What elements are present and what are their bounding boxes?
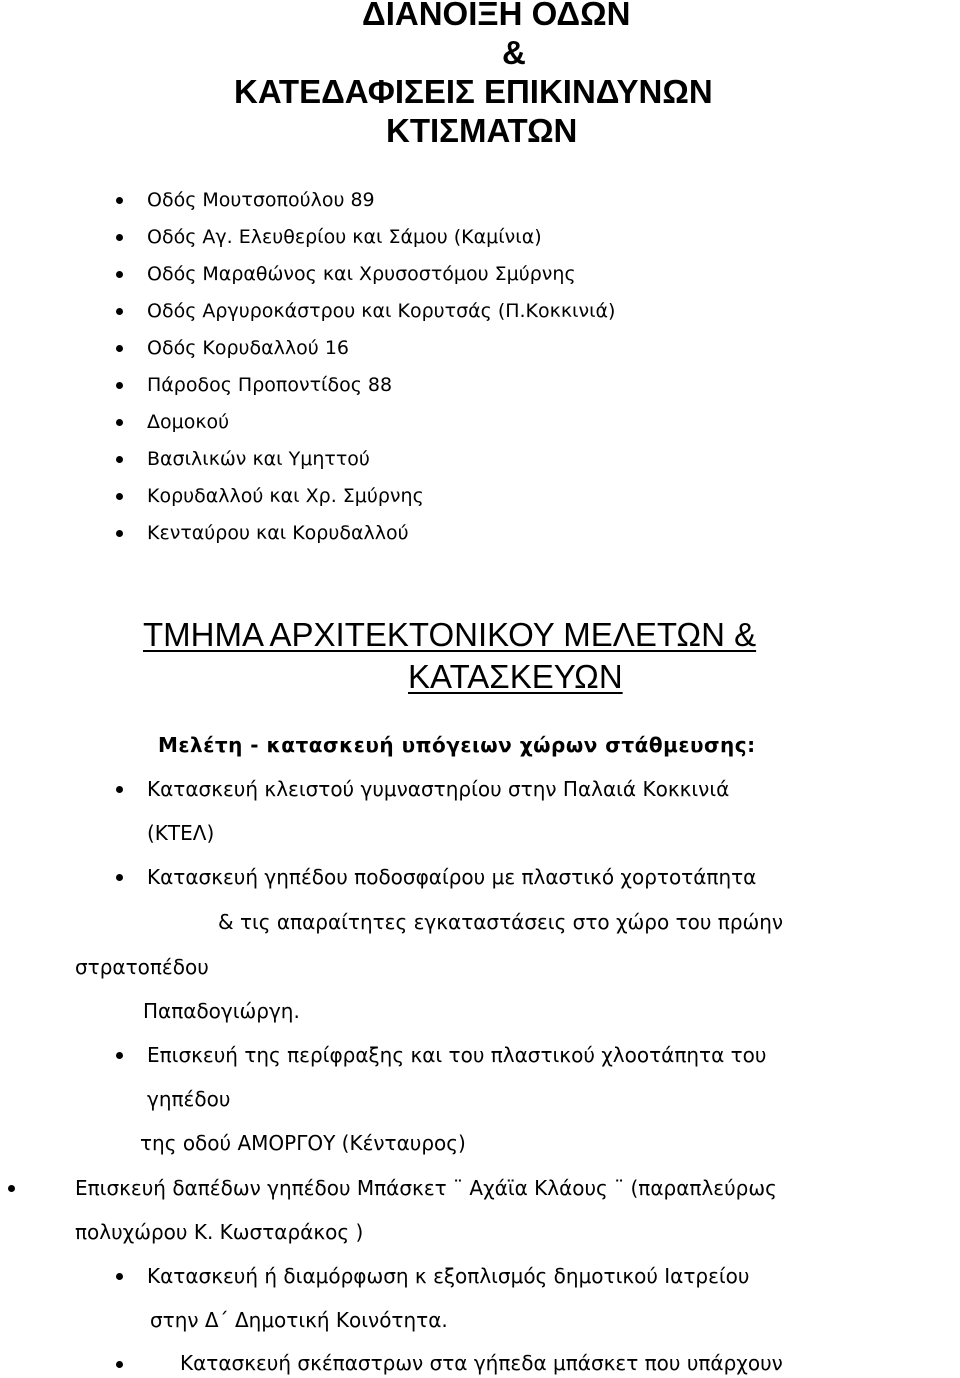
project-4-line-2: πολυχώρου Κ. Κωσταράκος ) [75, 1220, 364, 1244]
section-heading-line-2: ΚΑΤΑΣΚΕΥΩΝ [408, 658, 623, 695]
bullet-icon [8, 1185, 15, 1192]
project-3-line-1: Επισκευή της περίφραξης και του πλαστικού χλοοτάπητα του [147, 1043, 767, 1067]
title-line-1: ΔΙΑΝΟΙΞΗ ΟΔΩΝ [362, 0, 631, 32]
bullet-icon [116, 874, 123, 881]
title-line-4: ΚΤΙΣΜΑΤΩΝ [386, 112, 578, 149]
bullet-icon [116, 493, 123, 500]
section-heading-line-1: ΤΜΗΜΑ ΑΡΧΙΤΕΚΤΟΝΙΚΟΥ ΜΕΛΕΤΩΝ & [143, 616, 757, 653]
project-4-line-1: Επισκευή δαπέδων γηπέδου Μπάσκετ ¨ Αχάϊα Κλάους ¨ (παραπλεύρως [75, 1176, 777, 1200]
section-subheading: Μελέτη - κατασκευή υπόγειων χώρων στάθμευσης: [158, 733, 756, 757]
bullet-icon [116, 456, 123, 463]
project-2-line-2: & τις απαραίτητες εγκαταστάσεις στο χώρο του πρώην [218, 910, 784, 934]
bullet-icon [116, 1273, 123, 1280]
title-line-3: ΚΑΤΕΔΑΦΙΣΕΙΣ ΕΠΙΚΙΝΔΥΝΩΝ [234, 73, 713, 110]
project-2-line-3: στρατοπέδου [75, 955, 209, 979]
bullet-icon [116, 382, 123, 389]
project-3-line-2: γηπέδου [147, 1087, 231, 1111]
project-2-line-1: Κατασκευή γηπέδου ποδοσφαίρου με πλαστικό χορτοτάπητα [147, 865, 757, 889]
project-1-line-2: (ΚΤΕΛ) [147, 821, 215, 845]
title-line-2: & [502, 34, 526, 71]
bullet-icon [116, 271, 123, 278]
project-1-line-1: Κατασκευή κλειστού γυμναστηρίου στην Παλαιά Κοκκινιά [147, 777, 730, 801]
project-5-line-2: στην Δ΄ Δημοτική Κοινότητα. [150, 1308, 448, 1332]
project-2-line-4: Παπαδογιώργη. [143, 999, 300, 1023]
bullet-icon [116, 345, 123, 352]
project-3-line-3: της οδού ΑΜΟΡΓΟΥ (Κένταυρος) [140, 1131, 466, 1155]
bullet-icon [116, 197, 123, 204]
bullet-icon [116, 419, 123, 426]
bullet-icon [116, 786, 123, 793]
project-6-line-1: Κατασκευή σκέπαστρων στα γήπεδα μπάσκετ που υπάρχουν [180, 1351, 783, 1375]
project-5-line-1: Κατασκευή ή διαμόρφωση κ εξοπλισμός δημοτικού Ιατρείου [147, 1264, 750, 1288]
bullet-icon [116, 234, 123, 241]
bullet-icon [116, 530, 123, 537]
bullet-icon [116, 1361, 123, 1368]
bullet-icon [116, 1052, 123, 1059]
bullet-icon [116, 308, 123, 315]
